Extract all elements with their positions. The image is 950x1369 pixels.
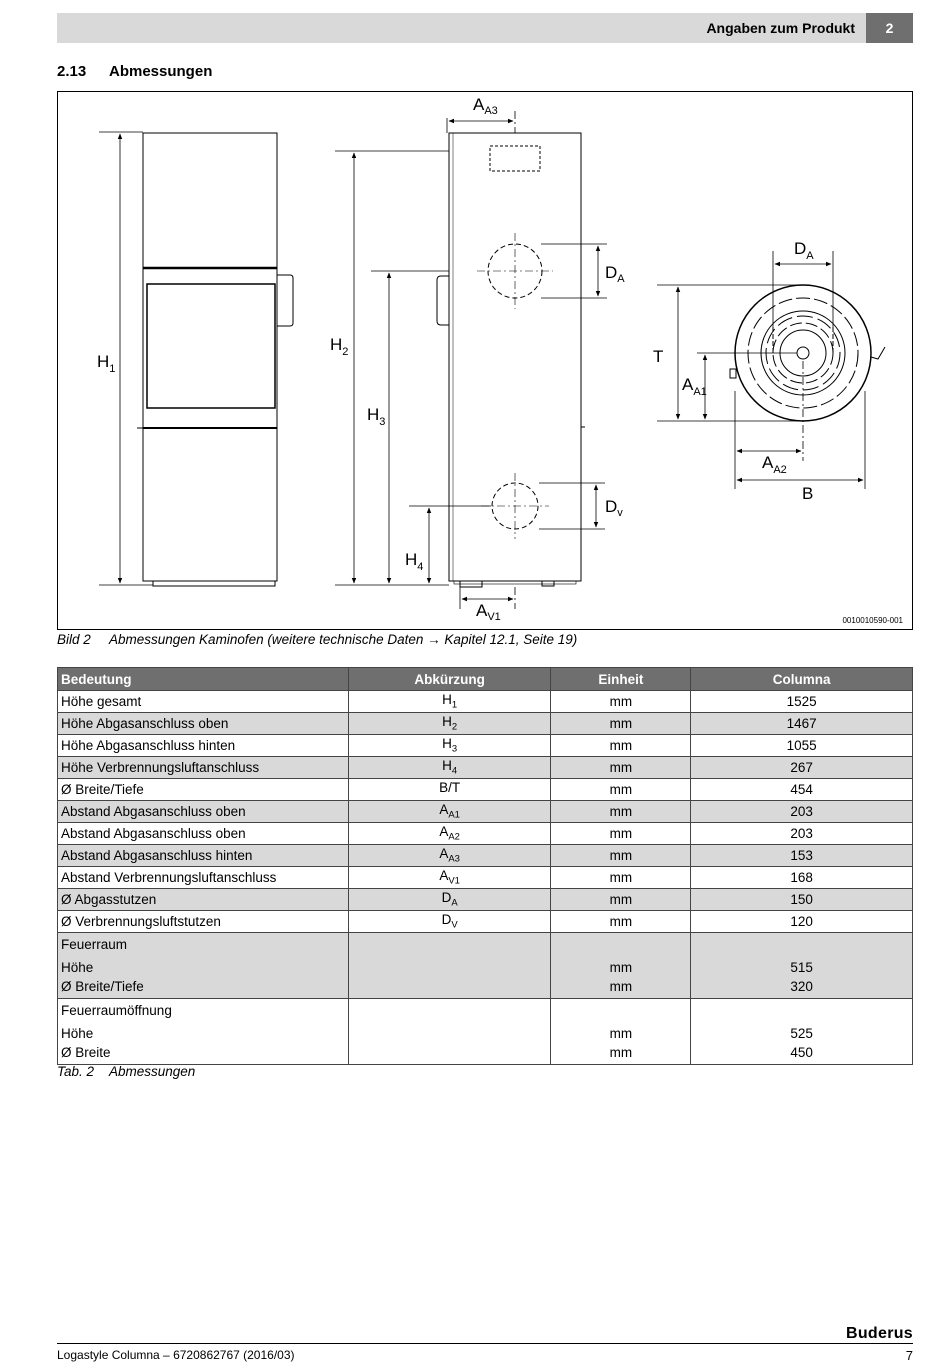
group-abbr — [348, 933, 551, 999]
row-label: Abstand Verbrennungsluftanschluss — [58, 867, 349, 889]
table-row — [58, 691, 913, 713]
group-values — [691, 933, 913, 999]
row-value: 120 — [691, 911, 913, 933]
group-row-label: Höhe — [61, 1026, 94, 1041]
row-label: Höhe Verbrennungsluftanschluss — [58, 757, 349, 779]
table-header: Columna — [691, 668, 913, 691]
row-abbr: $A_{A3}$ — [348, 845, 551, 867]
table-header-row — [58, 668, 913, 691]
row-unit: mm — [551, 779, 691, 801]
table-row — [58, 801, 913, 823]
table-row — [58, 757, 913, 779]
group-row-label: Ø Breite — [61, 1045, 111, 1060]
group-row-label: Höhe — [61, 960, 94, 975]
group-value: 450 — [790, 1045, 813, 1060]
label-av1: $A_{V1}$ — [476, 601, 501, 623]
row-value: 454 — [691, 779, 913, 801]
row-value: 168 — [691, 867, 913, 889]
table-group-oeffnung — [58, 999, 913, 1065]
group-values — [691, 999, 913, 1065]
row-value: 203 — [691, 823, 913, 845]
figure-frame — [58, 92, 913, 630]
row-abbr: $A_{V1}$ — [348, 867, 551, 889]
row-unit: mm — [551, 713, 691, 735]
group-unit: mm — [609, 960, 633, 975]
group-value: 320 — [790, 979, 813, 994]
dimension-drawing — [57, 91, 913, 630]
section-title-text: Abmessungen — [109, 63, 213, 80]
label-da-side: $D_A$ — [605, 263, 625, 285]
label-b: B — [802, 484, 814, 503]
group-labels — [58, 933, 349, 999]
row-abbr: $D_A$ — [348, 889, 551, 911]
row-abbr: $H_2$ — [348, 713, 551, 735]
page-header — [57, 13, 913, 43]
table-header: Einheit — [551, 668, 691, 691]
row-abbr: $H_3$ — [348, 735, 551, 757]
figure-caption — [57, 632, 577, 647]
label-aa3: $A_{A3}$ — [473, 95, 498, 117]
label-aa1: $A_{A1}$ — [682, 375, 707, 398]
table-caption — [57, 1064, 195, 1079]
row-label: Höhe Abgasanschluss hinten — [58, 735, 349, 757]
table-row — [58, 823, 913, 845]
row-abbr: $A_{A2}$ — [348, 823, 551, 845]
group-units — [551, 933, 691, 999]
row-unit: mm — [551, 867, 691, 889]
row-unit: mm — [551, 889, 691, 911]
footer-divider — [57, 1343, 913, 1344]
brand-logo: Buderus — [846, 1325, 913, 1342]
table-row — [58, 889, 913, 911]
row-unit: mm — [551, 691, 691, 713]
label-aa2: $A_{A2}$ — [762, 453, 787, 476]
row-label: Abstand Abgasanschluss oben — [58, 801, 349, 823]
table-row — [58, 867, 913, 889]
table-caption-label: Tab. 2 — [57, 1064, 95, 1079]
row-label: Ø Breite/Tiefe — [58, 779, 349, 801]
row-value: 1055 — [691, 735, 913, 757]
label-da-top: $D_A$ — [794, 239, 814, 262]
row-abbr: $H_1$ — [348, 691, 551, 713]
figure-caption-text: Abmessungen Kaminofen (weitere technische Daten → Kapitel 12.1, Seite 19) — [109, 632, 578, 647]
table-header: Abkürzung — [348, 668, 551, 691]
row-value: 267 — [691, 757, 913, 779]
label-h2: $H_2$ — [330, 335, 349, 358]
label-h3: $H_3$ — [367, 405, 386, 428]
row-abbr: $A_{A1}$ — [348, 801, 551, 823]
group-unit: mm — [609, 1026, 633, 1041]
row-label: Höhe Abgasanschluss oben — [58, 713, 349, 735]
label-h1: $H_1$ — [97, 352, 116, 375]
row-label: Höhe gesamt — [58, 691, 349, 713]
section-number: 2.13 — [57, 63, 87, 80]
group-value: 515 — [790, 960, 813, 975]
label-h4: $H_4$ — [405, 550, 424, 573]
row-unit: mm — [551, 735, 691, 757]
header-title: Angaben zum Produkt — [706, 20, 855, 36]
row-value: 153 — [691, 845, 913, 867]
section-title — [57, 63, 212, 80]
table-group-feuerraum — [58, 933, 913, 999]
table-row — [58, 713, 913, 735]
row-unit: mm — [551, 823, 691, 845]
row-label: Ø Verbrennungsluftstutzen — [58, 911, 349, 933]
row-abbr: $D_V$ — [348, 911, 551, 933]
row-value: 203 — [691, 801, 913, 823]
figure-caption-label: Bild 2 — [57, 632, 91, 647]
row-label: Abstand Abgasanschluss hinten — [58, 845, 349, 867]
row-unit: mm — [551, 757, 691, 779]
row-value: 150 — [691, 889, 913, 911]
group-row-label: Ø Breite/Tiefe — [61, 979, 144, 994]
row-label: Abstand Abgasanschluss oben — [58, 823, 349, 845]
row-unit: mm — [551, 845, 691, 867]
label-dv: $D_v$ — [605, 497, 623, 519]
table-row — [58, 845, 913, 867]
group-title: Feuerraum — [61, 937, 128, 952]
page-number: 7 — [905, 1348, 913, 1363]
row-label: Ø Abgasstutzen — [58, 889, 349, 911]
group-value: 525 — [790, 1026, 813, 1041]
group-unit: mm — [609, 1045, 633, 1060]
label-t: T — [653, 347, 664, 366]
group-title: Feuerraumöffnung — [61, 1003, 172, 1018]
row-abbr: B/T — [348, 779, 551, 801]
row-unit: mm — [551, 801, 691, 823]
dimensions-table — [57, 667, 913, 1065]
table-header: Bedeutung — [58, 668, 349, 691]
chapter-badge: 2 — [866, 13, 913, 43]
group-units — [551, 999, 691, 1065]
group-abbr — [348, 999, 551, 1065]
row-abbr: $H_4$ — [348, 757, 551, 779]
table-row — [58, 735, 913, 757]
table-row — [58, 911, 913, 933]
group-labels — [58, 999, 349, 1065]
row-value: 1467 — [691, 713, 913, 735]
group-unit: mm — [609, 979, 633, 994]
row-value: 1525 — [691, 691, 913, 713]
figure-code: 0010010590-001 — [842, 616, 903, 625]
row-unit: mm — [551, 911, 691, 933]
table-row — [58, 779, 913, 801]
footer-document-id: Logastyle Columna – 6720862767 (2016/03) — [57, 1348, 295, 1362]
table-caption-text: Abmessungen — [109, 1064, 196, 1079]
